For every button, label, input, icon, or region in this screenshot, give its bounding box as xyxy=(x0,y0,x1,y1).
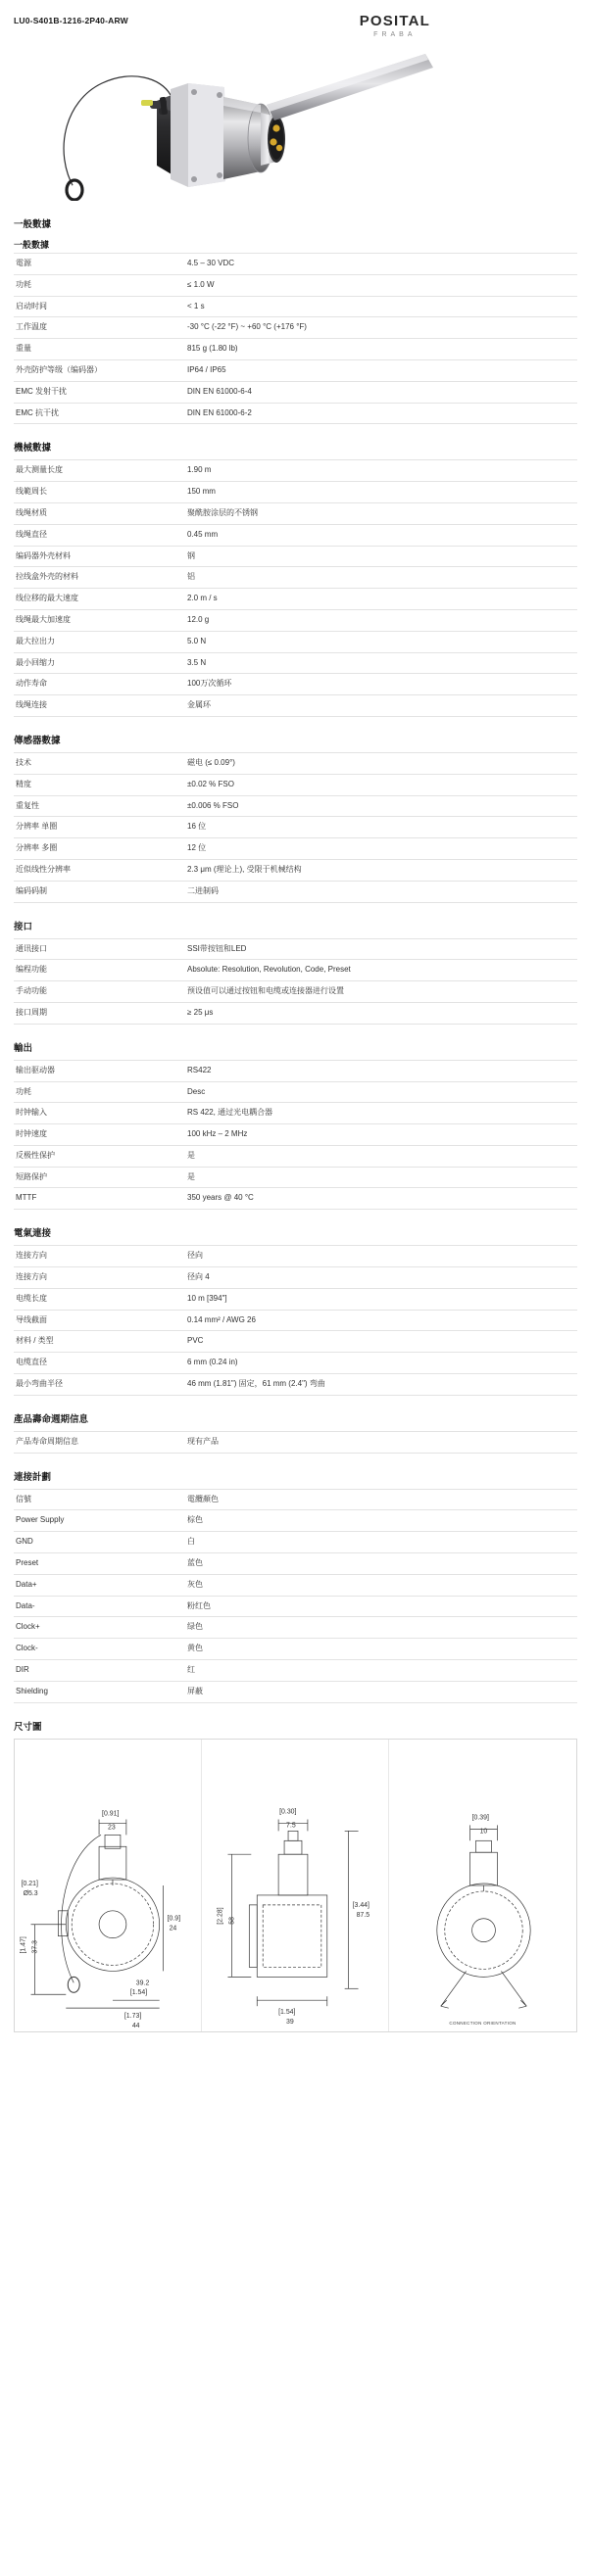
dimension-view-side xyxy=(202,1740,389,2031)
spec-label: 输出驱动器 xyxy=(16,1065,55,1074)
spec-value: 灰色 xyxy=(187,1579,203,1589)
section-title: 連接計劃 xyxy=(14,1471,52,1483)
table-row xyxy=(14,482,577,503)
spec-label: 线範周长 xyxy=(16,487,47,497)
table-row xyxy=(14,1574,577,1596)
spec-value: PVC xyxy=(187,1336,204,1346)
spec-label: 最大拉出力 xyxy=(16,636,55,645)
product-illustration xyxy=(14,44,577,201)
part-number: LU0-S401B-1216-2P40-ARW xyxy=(14,16,128,25)
spec-label: 電源 xyxy=(16,259,31,267)
table-row xyxy=(14,1081,577,1103)
spec-label: 启动时间 xyxy=(16,301,47,310)
svg-text:[0.21]: [0.21] xyxy=(21,1880,38,1887)
svg-text:[0.91]: [0.91] xyxy=(102,1810,120,1818)
spec-value: 黄色 xyxy=(187,1644,203,1653)
table-row xyxy=(14,859,577,881)
table-row xyxy=(14,1267,577,1289)
spec-value: 1.90 m xyxy=(187,465,212,475)
table-row xyxy=(14,1532,577,1553)
spec-label: 线绳连接 xyxy=(16,700,47,710)
table-row xyxy=(14,774,577,795)
spec-label: 外壳防护等级（编码器） xyxy=(16,364,102,374)
spec-label: 时钟输入 xyxy=(16,1108,47,1118)
spec-value: 磁电 (≤ 0.09°) xyxy=(187,757,235,767)
table-row xyxy=(14,359,577,381)
dimensions-title: 尺寸圖 xyxy=(14,1721,42,1733)
section-title: 接口 xyxy=(14,921,33,932)
spec-label: GND xyxy=(16,1537,33,1547)
spec-label: 连接方向 xyxy=(16,1251,47,1261)
spec-value: 铝 xyxy=(187,572,195,582)
spec-label: 最小弯曲半径 xyxy=(16,1379,63,1389)
spec-value: IP64 / IP65 xyxy=(187,364,226,374)
spec-label: EMC 发射干扰 xyxy=(16,386,67,396)
spec-label: Data+ xyxy=(16,1579,37,1589)
spec-value: Absolute: Resolution, Revolution, Code, Preset xyxy=(187,965,351,975)
spec-label: 信號 xyxy=(16,1494,31,1503)
table-row xyxy=(14,1103,577,1124)
front-view-drawing xyxy=(15,1740,201,2031)
spec-value: -30 °C (-22 °F) ~ +60 °C (+176 °F) xyxy=(187,322,307,332)
product-photo xyxy=(14,44,577,201)
spec-table xyxy=(14,253,577,424)
spec-value: 白 xyxy=(187,1537,195,1547)
spec-label: 产品寿命周期信息 xyxy=(16,1436,78,1446)
spec-label: 时钟速度 xyxy=(16,1129,47,1139)
spec-label: 分辨率 多圈 xyxy=(16,843,58,853)
table-row xyxy=(14,1331,577,1353)
spec-value: RS422 xyxy=(187,1065,212,1074)
spec-value: ≥ 25 μs xyxy=(187,1007,214,1017)
table-row xyxy=(14,1246,577,1267)
spec-label: 接口周期 xyxy=(16,1007,47,1017)
spec-value: 815 g (1.80 lb) xyxy=(187,344,238,354)
spec-value: DIN EN 61000-6-4 xyxy=(187,386,252,396)
table-row xyxy=(14,652,577,674)
table-row xyxy=(14,795,577,817)
table-row xyxy=(14,631,577,652)
spec-label: Shielding xyxy=(16,1686,48,1695)
spec-value: 红 xyxy=(187,1665,195,1675)
spec-label: Clock- xyxy=(16,1644,38,1653)
spec-label: 分辨率 单圈 xyxy=(16,822,58,832)
table-row xyxy=(14,1124,577,1146)
svg-text:Ø5.3: Ø5.3 xyxy=(23,1889,38,1897)
extension-rod xyxy=(267,54,433,120)
table-row xyxy=(14,254,577,275)
connector-cap xyxy=(261,113,285,166)
spec-value: 聚酰胺涂层的不锈钢 xyxy=(187,507,258,517)
table-row xyxy=(14,546,577,567)
table-row xyxy=(14,960,577,981)
table-row xyxy=(14,1681,577,1702)
spec-label: 最大测量长度 xyxy=(16,465,63,475)
connection-orientation-drawing xyxy=(389,1740,576,2031)
spec-value: 是 xyxy=(187,1150,195,1160)
table-row xyxy=(14,817,577,838)
connection-orientation-caption: CONNECTION ORIENTATION xyxy=(449,2020,517,2026)
spec-label: 电缆直径 xyxy=(16,1358,47,1367)
spec-label: 连接方向 xyxy=(16,1272,47,1282)
table-row xyxy=(14,1489,577,1510)
table-row xyxy=(14,274,577,296)
table-row xyxy=(14,296,577,317)
table-row xyxy=(14,752,577,774)
connector-pin xyxy=(272,124,279,131)
svg-text:23: 23 xyxy=(108,1824,116,1832)
spec-label: 通讯接口 xyxy=(16,943,47,953)
spec-value: 6 mm (0.24 in) xyxy=(187,1358,238,1367)
spec-table xyxy=(14,1245,577,1396)
table-row xyxy=(14,1431,577,1453)
spec-label: 材料 / 类型 xyxy=(16,1336,54,1346)
table-row xyxy=(14,1374,577,1396)
spec-label: 工作温度 xyxy=(16,322,47,332)
spec-value: ±0.006 % FSO xyxy=(187,800,239,810)
spec-value: 粉红色 xyxy=(187,1600,211,1610)
spec-label: MTTF xyxy=(16,1193,37,1203)
side-view-drawing xyxy=(202,1740,388,2031)
svg-text:[1.73]: [1.73] xyxy=(123,2012,142,2020)
spec-label: 功耗 xyxy=(16,1086,31,1096)
svg-text:37.3: 37.3 xyxy=(31,1939,39,1954)
svg-text:10: 10 xyxy=(479,1827,488,1835)
table-row xyxy=(14,1002,577,1024)
svg-text:[0.30]: [0.30] xyxy=(279,1808,297,1816)
spec-value: 绿色 xyxy=(187,1622,203,1632)
table-row xyxy=(14,381,577,403)
spec-label: 编程功能 xyxy=(16,965,47,975)
svg-text:[1.54]: [1.54] xyxy=(278,2008,296,2016)
spec-value: 径向 xyxy=(187,1251,203,1261)
table-row xyxy=(14,317,577,339)
section-title: 傳感器數據 xyxy=(14,735,61,746)
spec-value: 150 mm xyxy=(187,487,216,497)
svg-text:[0.39]: [0.39] xyxy=(471,1814,489,1822)
spec-value: 棕色 xyxy=(187,1515,203,1525)
spec-table xyxy=(14,1489,577,1703)
brand-logo xyxy=(360,14,577,38)
table-row xyxy=(14,1353,577,1374)
spec-label: 线绳材质 xyxy=(16,507,47,517)
spec-value: 5.0 N xyxy=(187,636,207,645)
connector-pin xyxy=(270,138,276,145)
page-header xyxy=(14,12,577,38)
spec-label: 手动功能 xyxy=(16,986,47,996)
table-row xyxy=(14,524,577,546)
spec-value: 100万次循环 xyxy=(187,679,232,689)
section-title: 一般數據 xyxy=(14,219,52,230)
svg-text:87.5: 87.5 xyxy=(356,1911,370,1919)
table-row xyxy=(14,1188,577,1210)
table-row xyxy=(14,567,577,589)
svg-text:[3.44]: [3.44] xyxy=(352,1901,369,1909)
spec-table xyxy=(14,1431,577,1454)
spec-label: 线绳最大加速度 xyxy=(16,614,71,624)
table-row xyxy=(14,460,577,482)
spec-value: 2.0 m / s xyxy=(187,594,218,603)
section-subtitle: 一般數據 xyxy=(14,240,50,250)
spec-value: 屏蔽 xyxy=(187,1686,203,1695)
mounting-flange xyxy=(171,83,225,187)
spec-value: ≤ 1.0 W xyxy=(187,279,215,289)
svg-text:[0.9]: [0.9] xyxy=(167,1915,181,1923)
spec-label: 动作寿命 xyxy=(16,679,47,689)
spec-value: 蓝色 xyxy=(187,1558,203,1568)
spec-table xyxy=(14,1060,577,1211)
spec-value: 350 years @ 40 °C xyxy=(187,1193,254,1203)
table-row xyxy=(14,609,577,631)
spec-value: 是 xyxy=(187,1171,195,1181)
spec-value: 3.5 N xyxy=(187,657,207,667)
dimension-view-connection xyxy=(389,1740,576,2031)
spec-value: 预设值可以通过按钮和电缆或连接器进行设置 xyxy=(187,986,344,996)
spec-value: 16 位 xyxy=(187,822,207,832)
table-row xyxy=(14,1596,577,1617)
spec-value: 電纜顏色 xyxy=(187,1494,219,1503)
spec-value: 0.14 mm² / AWG 26 xyxy=(187,1314,256,1324)
spec-value: SSI带按钮和LED xyxy=(187,943,247,953)
table-row xyxy=(14,1145,577,1167)
spec-label: EMC 抗干扰 xyxy=(16,407,59,417)
spec-label: 编码器外壳材料 xyxy=(16,550,71,560)
spec-value: 现有产品 xyxy=(187,1436,219,1446)
spec-sections xyxy=(14,216,577,1703)
table-row xyxy=(14,881,577,902)
spec-value: 0.45 mm xyxy=(187,529,219,539)
spec-label: 线绳直径 xyxy=(16,529,47,539)
spec-label: 近似线性分辨率 xyxy=(16,864,71,874)
spec-label: 重复性 xyxy=(16,800,39,810)
svg-text:24: 24 xyxy=(169,1925,177,1932)
spec-label: Preset xyxy=(16,1558,39,1568)
spec-label: 重量 xyxy=(16,344,31,354)
spec-value: 钢 xyxy=(187,550,195,560)
spec-value: < 1 s xyxy=(187,301,205,310)
svg-text:[1.54]: [1.54] xyxy=(129,1988,148,1996)
spec-value: 2.3 μm (理论上), 受限于机械结构 xyxy=(187,864,302,874)
spec-value: Desc xyxy=(187,1086,206,1096)
svg-text:58: 58 xyxy=(228,1916,236,1925)
table-row xyxy=(14,1288,577,1310)
table-row xyxy=(14,1060,577,1081)
table-row xyxy=(14,1310,577,1331)
table-row xyxy=(14,1617,577,1639)
spec-value: 4.5 – 30 VDC xyxy=(187,259,235,267)
spec-value: 10 m [394"] xyxy=(187,1293,227,1303)
dimension-drawings xyxy=(14,1739,577,2032)
spec-label: 导线截面 xyxy=(16,1314,47,1324)
spec-label: 反极性保护 xyxy=(16,1150,55,1160)
spec-value: 100 kHz – 2 MHz xyxy=(187,1129,248,1139)
spec-label: Power Supply xyxy=(16,1515,65,1525)
section-title: 輸出 xyxy=(14,1042,33,1054)
spec-value: ±0.02 % FSO xyxy=(187,779,234,788)
table-row xyxy=(14,502,577,524)
table-row xyxy=(14,339,577,360)
table-row xyxy=(14,589,577,610)
table-row xyxy=(14,838,577,860)
spec-label: 精度 xyxy=(16,779,31,788)
spec-label: 最小回缩力 xyxy=(16,657,55,667)
spec-label: 电缆长度 xyxy=(16,1293,47,1303)
spec-table xyxy=(14,938,577,1025)
spec-label: 技术 xyxy=(16,757,31,767)
section-title: 機械數據 xyxy=(14,443,52,454)
spec-value: 46 mm (1.81") 固定，61 mm (2.4") 弯曲 xyxy=(187,1379,325,1389)
spec-label: 功耗 xyxy=(16,279,31,289)
table-row xyxy=(14,1639,577,1660)
spec-label: Data- xyxy=(16,1600,35,1610)
svg-text:39.2: 39.2 xyxy=(135,1979,150,1986)
spec-value: 12 位 xyxy=(187,843,207,853)
brand-name: POSITAL xyxy=(359,13,430,29)
spec-value: 二进制码 xyxy=(187,885,219,895)
wire-eyelet-hole xyxy=(71,185,78,196)
connector-pin xyxy=(276,145,282,151)
spec-value: 径向 4 xyxy=(187,1272,210,1282)
section-title: 產品壽命週期信息 xyxy=(14,1413,89,1425)
spec-value: 12.0 g xyxy=(187,614,210,624)
spec-value: DIN EN 61000-6-2 xyxy=(187,407,252,417)
svg-text:7.5: 7.5 xyxy=(286,1822,296,1830)
table-row xyxy=(14,674,577,695)
svg-text:[1.47]: [1.47] xyxy=(20,1935,27,1954)
spec-label: 短路保护 xyxy=(16,1171,47,1181)
svg-text:[2.28]: [2.28] xyxy=(217,1906,224,1925)
table-row xyxy=(14,938,577,960)
table-row xyxy=(14,1553,577,1575)
table-row xyxy=(14,1510,577,1532)
spec-label: Clock+ xyxy=(16,1622,40,1632)
dimension-view-front xyxy=(15,1740,202,2031)
brand-subname: FRABA xyxy=(373,31,417,38)
spec-label: 编码码制 xyxy=(16,885,47,895)
spec-label: DIR xyxy=(16,1665,29,1675)
spec-table xyxy=(14,752,577,903)
table-row xyxy=(14,981,577,1003)
table-row xyxy=(14,1167,577,1188)
table-row xyxy=(14,1660,577,1682)
svg-text:39: 39 xyxy=(286,2018,294,2026)
spec-table xyxy=(14,459,577,717)
spec-label: 拉线盒外壳的材料 xyxy=(16,572,78,582)
section-title: 電氣連接 xyxy=(14,1228,52,1240)
spec-value: 金属环 xyxy=(187,700,211,710)
table-row xyxy=(14,695,577,717)
table-row xyxy=(14,403,577,424)
draw-wire xyxy=(64,76,171,189)
spec-label: 线位移的最大速度 xyxy=(16,594,78,603)
spec-value: RS 422, 通过光电耦合器 xyxy=(187,1108,273,1118)
svg-text:44: 44 xyxy=(131,2022,140,2029)
